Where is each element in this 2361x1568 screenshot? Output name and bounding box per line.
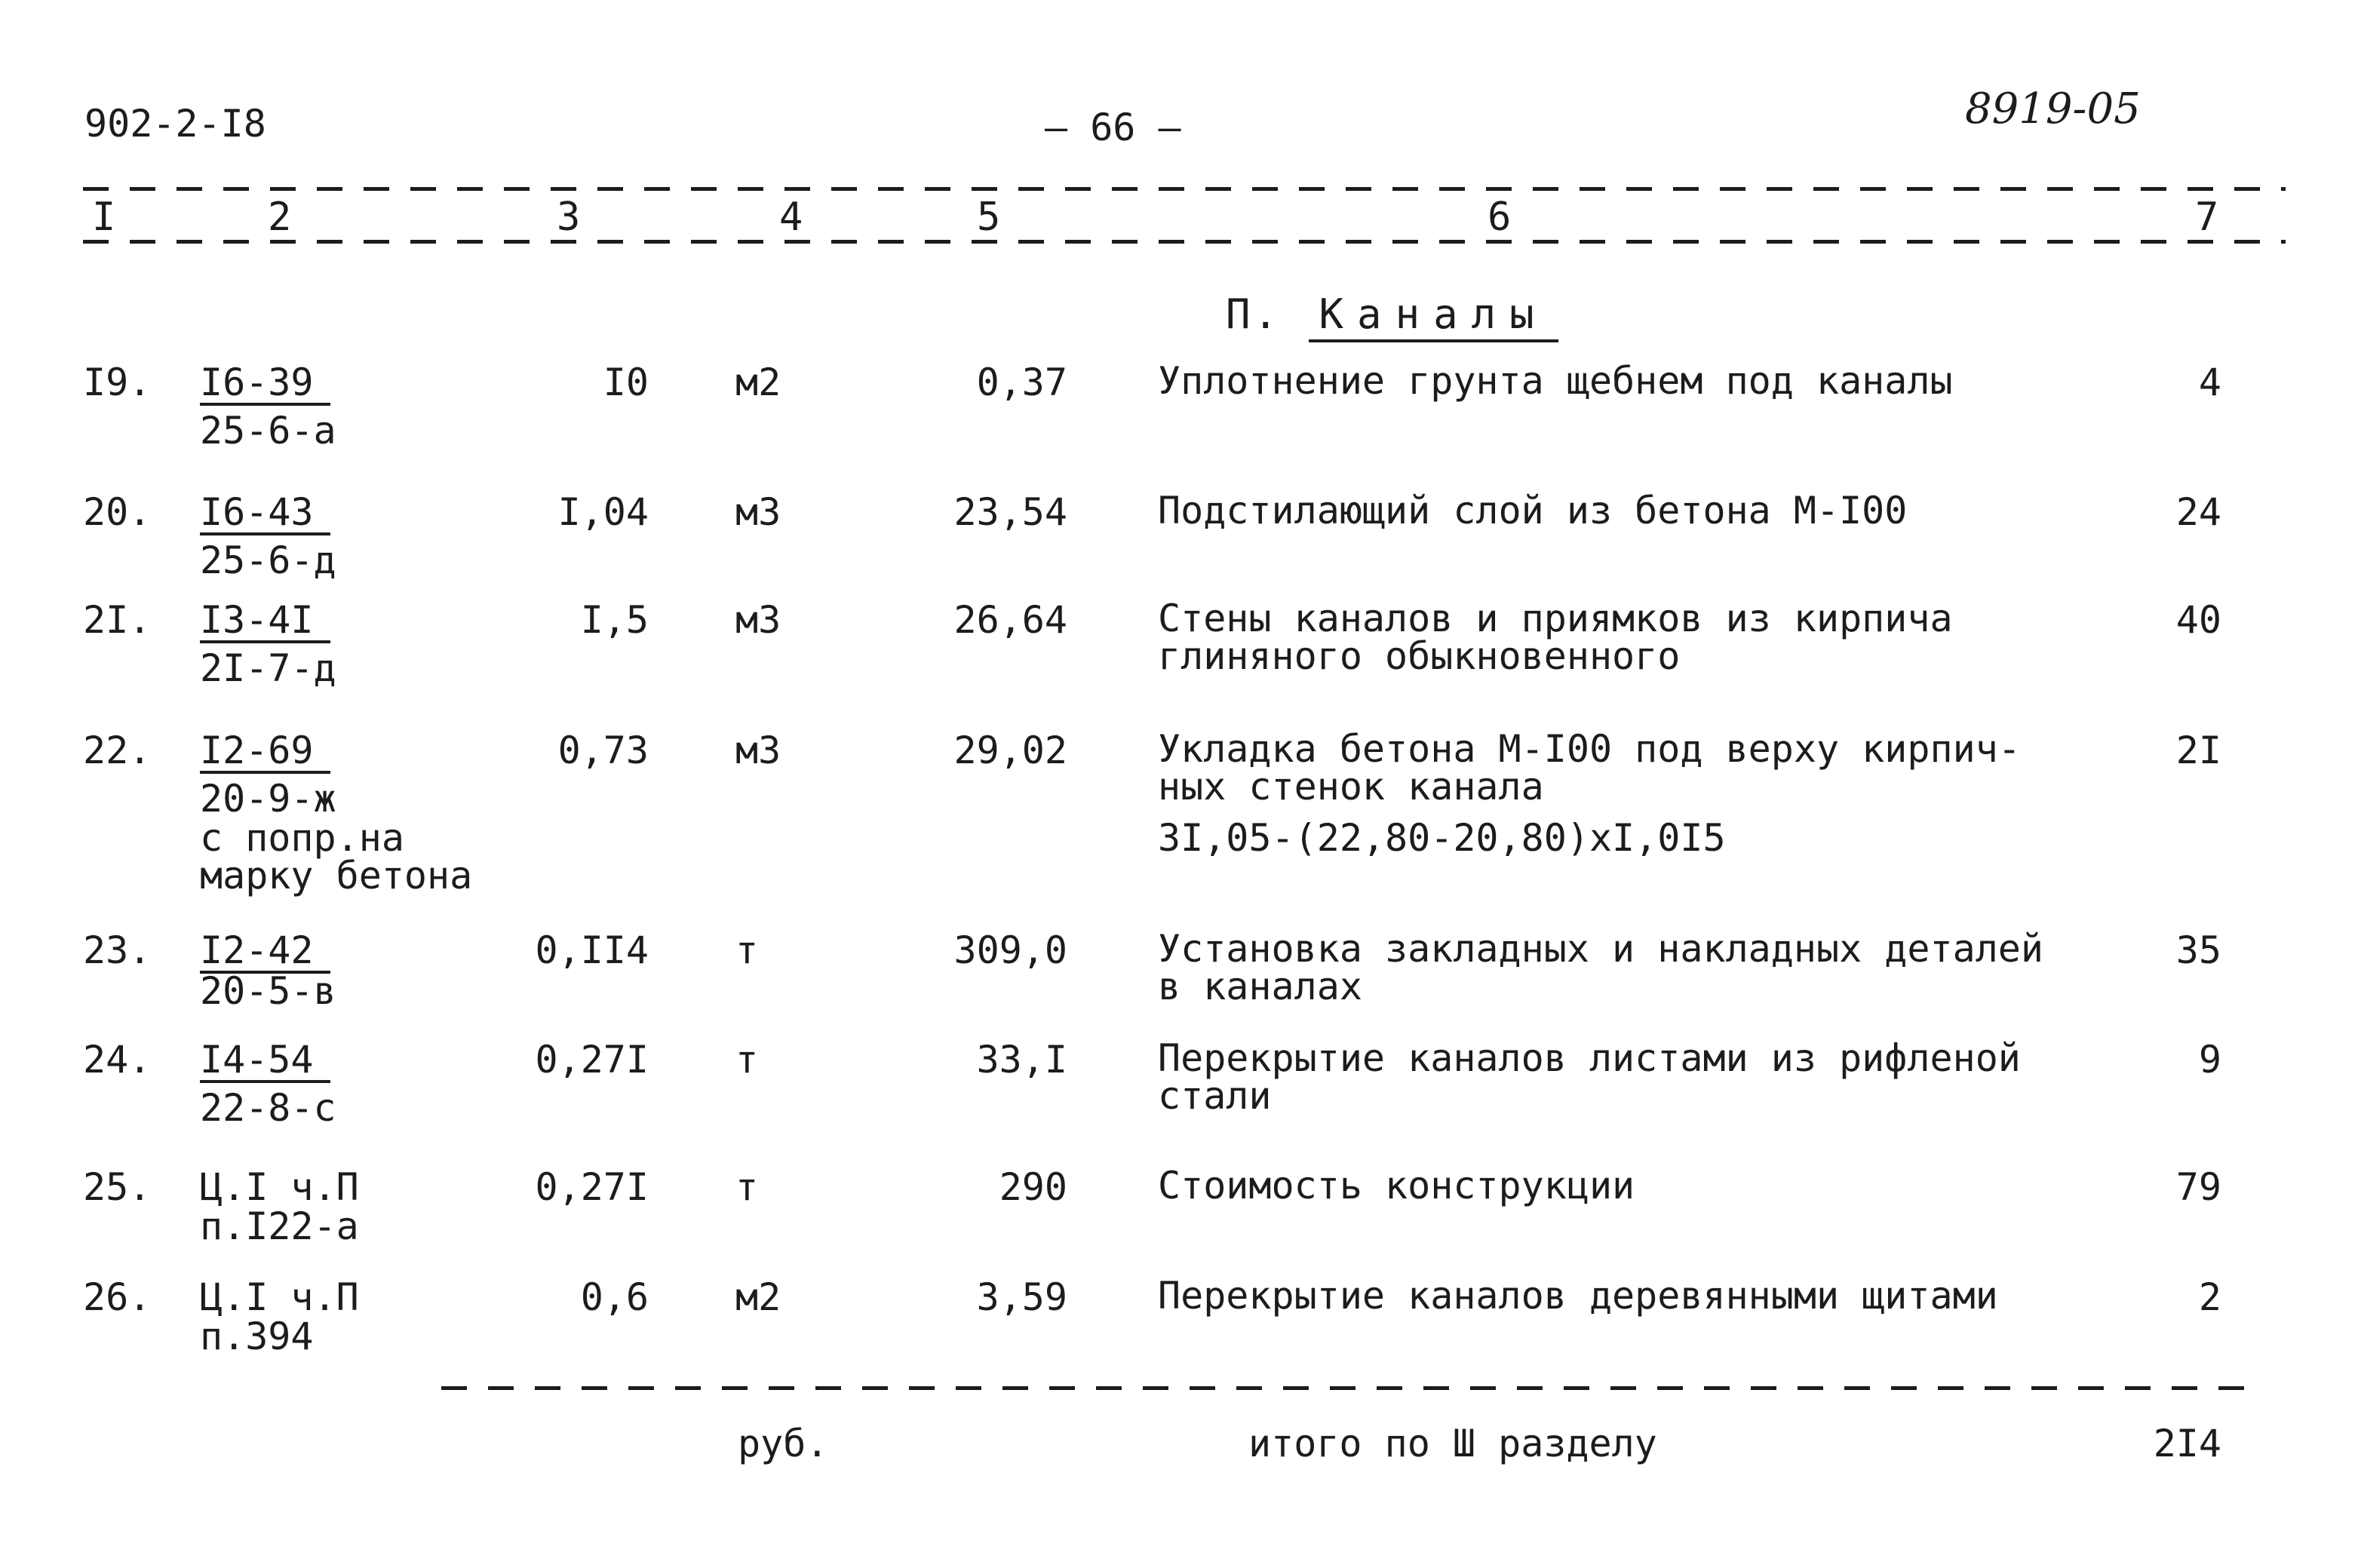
norm-code: I6-43 (200, 492, 330, 535)
quantity: I,04 (557, 490, 649, 534)
description-line: Стены каналов и приямков из кирпича (1158, 597, 1953, 640)
unit: м2 (735, 361, 781, 404)
section-title (1226, 290, 1558, 338)
handwritten-document-id: 8919-05 (1965, 84, 2141, 133)
unit: т (735, 928, 759, 972)
column-number-4: 4 (779, 195, 803, 240)
row-number: 2I. (83, 598, 152, 642)
column-number-7: 7 (2195, 195, 2219, 240)
row-number: 22. (83, 729, 152, 772)
row-number: 26. (83, 1275, 152, 1319)
norm-subcode: п.394 (200, 1315, 314, 1358)
unit-price: 0,37 (976, 361, 1067, 404)
column-number-5: 5 (977, 195, 1001, 240)
row-total: 4 (2198, 361, 2221, 404)
column-number-3: 3 (557, 195, 581, 240)
column-number-6: 6 (1488, 195, 1512, 240)
description-line: Перекрытие каналов деревянными щитами (1158, 1274, 1998, 1318)
unit: м2 (735, 1275, 781, 1319)
row-total: 40 (2175, 598, 2221, 642)
column-number-1: I (92, 195, 116, 240)
norm-reference (200, 362, 336, 451)
header-rule-top (83, 187, 2286, 191)
section-number: П. (1226, 290, 1282, 338)
quantity: I0 (603, 361, 649, 404)
norm-code: I6-39 (200, 362, 330, 406)
norm-reference (200, 1275, 359, 1358)
description-line: Перекрытие каналов листами из рифленой (1158, 1036, 2021, 1080)
quantity: 0,6 (580, 1275, 649, 1319)
page-number: — 66 — (1045, 106, 1181, 149)
work-description (1158, 1164, 1635, 1207)
unit-price: 290 (999, 1165, 1067, 1209)
norm-note: с попр.на (200, 816, 404, 860)
column-number-2: 2 (268, 195, 292, 240)
norm-code: I4-54 (200, 1039, 330, 1083)
quantity: 0,27I (535, 1038, 649, 1082)
norm-reference (200, 1165, 359, 1248)
work-description (1158, 597, 1953, 678)
unit: т (735, 1038, 759, 1082)
description-line: ных стенок канала (1158, 765, 1544, 809)
unit-price: 3,59 (976, 1275, 1067, 1319)
footer-total: 2I4 (2153, 1422, 2221, 1465)
description-line: Установка закладных и накладных деталей (1158, 927, 2043, 971)
work-description (1158, 1036, 2021, 1118)
row-number: 25. (83, 1165, 152, 1209)
norm-code: Ц.I ч.П (200, 1165, 359, 1209)
quantity: I,5 (580, 598, 649, 642)
unit: т (735, 1165, 759, 1209)
price-formula: 3I,05-(22,80-20,80)хI,0I5 (1158, 816, 1726, 860)
norm-subcode: 25-6-д (200, 539, 336, 582)
unit-price: 23,54 (953, 490, 1067, 534)
work-description (1158, 727, 2021, 860)
row-number: 20. (83, 490, 152, 534)
work-description (1158, 1274, 1998, 1318)
norm-reference (200, 600, 336, 689)
description-line: Укладка бетона М-I00 под верху кирпич- (1158, 727, 2021, 771)
work-description (1158, 489, 1908, 532)
norm-reference (200, 1039, 336, 1128)
norm-subcode: п.I22-а (200, 1204, 359, 1248)
norm-code: I2-42 (200, 930, 330, 974)
norm-code: Ц.I ч.П (200, 1275, 359, 1319)
unit-price: 33,I (976, 1038, 1067, 1082)
description-line: Подстилающий слой из бетона М-I00 (1158, 489, 1908, 532)
work-description (1158, 359, 1953, 403)
footer-rule (441, 1386, 2244, 1390)
unit-price: 29,02 (953, 729, 1067, 772)
description-line: в каналах (1158, 965, 1362, 1008)
row-number: I9. (83, 361, 152, 404)
unit-price: 309,0 (953, 928, 1067, 972)
norm-subcode: 25-6-а (200, 409, 336, 453)
description-line: глиняного обыкновенного (1158, 634, 1681, 678)
row-number: 23. (83, 928, 152, 972)
footer-currency: руб. (738, 1422, 829, 1465)
description-line: Стоимость конструкции (1158, 1164, 1635, 1207)
norm-reference (200, 930, 336, 1011)
footer-label: итого по Ш разделу (1248, 1422, 1657, 1465)
description-line: Уплотнение грунта щебнем под каналы (1158, 359, 1953, 403)
norm-subcode: 20-5-в (200, 969, 336, 1013)
row-number: 24. (83, 1038, 152, 1082)
norm-code: I2-69 (200, 730, 330, 774)
row-total: 2I (2175, 729, 2221, 772)
norm-subcode: 2I-7-д (200, 646, 336, 690)
unit-price: 26,64 (953, 598, 1067, 642)
norm-reference (200, 492, 336, 581)
work-description (1158, 927, 2043, 1008)
header-rule-bottom (83, 240, 2286, 244)
description-line: стали (1158, 1074, 1272, 1118)
row-total: 79 (2175, 1165, 2221, 1209)
row-total: 24 (2175, 490, 2221, 534)
unit: м3 (735, 490, 781, 534)
norm-reference (200, 729, 473, 898)
norm-note: марку бетона (200, 854, 473, 898)
norm-code: I3-4I (200, 600, 330, 643)
quantity: 0,73 (557, 729, 649, 772)
norm-subcode: 20-9-ж (200, 777, 336, 821)
row-total: 35 (2175, 928, 2221, 972)
row-total: 9 (2198, 1038, 2221, 1082)
unit: м3 (735, 729, 781, 772)
norm-subcode: 22-8-с (200, 1086, 336, 1130)
quantity: 0,27I (535, 1165, 649, 1209)
section-name: Каналы (1309, 290, 1558, 342)
row-total: 2 (2198, 1275, 2221, 1319)
document-code: 902-2-I8 (84, 102, 266, 146)
unit: м3 (735, 598, 781, 642)
quantity: 0,II4 (535, 928, 649, 972)
